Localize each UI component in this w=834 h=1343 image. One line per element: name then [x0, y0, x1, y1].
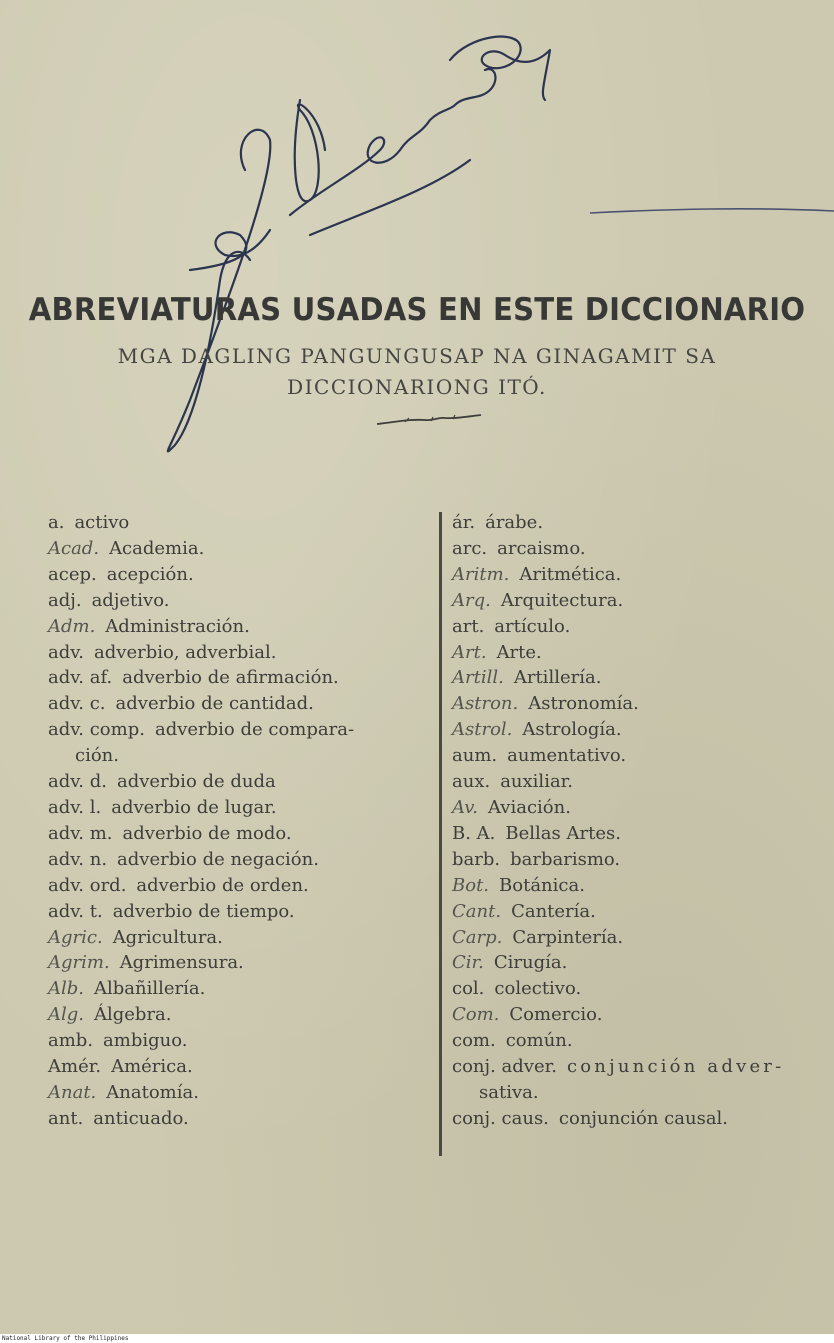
list-item	[48, 847, 428, 873]
abbreviation: Astrol.	[452, 719, 513, 741]
list-item	[452, 1106, 834, 1132]
meaning: Cirugía.	[493, 952, 568, 974]
meaning: adverbio de modo.	[122, 822, 292, 844]
abbreviation: adv. m.	[48, 822, 113, 844]
abbreviation: Av.	[452, 796, 479, 818]
pen-stroke-line	[590, 205, 834, 215]
meaning: Álgebra.	[94, 1004, 172, 1026]
list-item	[452, 925, 834, 951]
abbreviation: Agric.	[48, 926, 103, 948]
meaning: Agricultura.	[112, 926, 223, 948]
meaning: Artillería.	[513, 667, 602, 689]
meaning: Administración.	[105, 615, 250, 637]
abbreviation: Alg.	[48, 1004, 84, 1026]
list-item	[48, 536, 428, 562]
list-item	[48, 976, 428, 1002]
list-item	[48, 795, 428, 821]
abbreviation: adv. ord.	[48, 874, 127, 896]
list-item	[48, 821, 428, 847]
meaning: adverbio de tiempo.	[112, 900, 295, 922]
list-item	[452, 769, 834, 795]
list-item	[452, 510, 834, 536]
list-item	[452, 717, 834, 743]
list-item	[48, 950, 428, 976]
abbreviation: ár.	[452, 512, 476, 533]
page-subtitle-line-2: DICCIONARIONG ITÓ.	[287, 375, 547, 399]
abbreviation: Astron.	[452, 693, 519, 715]
abbreviation: adv. d.	[48, 771, 107, 793]
abbreviation: aum.	[452, 745, 498, 767]
meaning: colectivo.	[494, 978, 582, 1000]
meaning: aumentativo.	[507, 745, 627, 767]
meaning: anticuado.	[93, 1107, 189, 1129]
list-item	[48, 562, 428, 588]
abbreviation: adv. c.	[48, 693, 106, 715]
meaning: Arte.	[496, 641, 542, 663]
abbreviation: Art.	[452, 641, 487, 663]
list-item	[452, 743, 834, 769]
abbreviation: conj. adver.	[452, 1056, 557, 1078]
abbreviation: com.	[452, 1030, 496, 1052]
meaning: conjunción causal.	[558, 1107, 729, 1129]
list-item	[452, 665, 834, 691]
list-item	[452, 640, 834, 666]
abbreviation: art.	[452, 615, 485, 637]
abbreviation: Aritm.	[452, 563, 510, 585]
list-item	[452, 847, 834, 873]
abbreviation: arc.	[452, 537, 488, 559]
list-item-continuation	[452, 1080, 834, 1106]
meaning: adverbio de duda	[116, 771, 276, 793]
abbreviation: Adm.	[48, 615, 96, 637]
abbreviation: Artill.	[452, 667, 504, 689]
abbreviation: a.	[48, 512, 65, 533]
abbreviation: adv. comp.	[48, 719, 145, 741]
list-item	[48, 614, 428, 640]
abbreviation: conj. caus.	[452, 1107, 549, 1129]
meaning: ción.	[75, 745, 119, 767]
meaning: auxiliar.	[500, 771, 574, 793]
abbreviation: adj.	[48, 589, 82, 611]
meaning: Bellas Artes.	[505, 822, 621, 844]
meaning: adverbio de afirmación.	[122, 667, 339, 689]
meaning: adverbio de orden.	[136, 874, 309, 896]
abbreviation-list-left	[48, 510, 428, 1132]
abbreviation-list-right	[452, 510, 834, 1132]
meaning: activo	[74, 512, 130, 533]
meaning: Anatomía.	[106, 1081, 199, 1103]
list-item	[452, 1054, 834, 1080]
meaning: Astrología.	[522, 719, 622, 741]
list-item	[452, 950, 834, 976]
meaning: adverbio de compara-	[154, 719, 355, 741]
list-item-continuation	[48, 743, 428, 769]
meaning: adverbio de cantidad.	[115, 693, 314, 715]
list-item	[452, 821, 834, 847]
list-item	[48, 665, 428, 691]
meaning: conjunción adver-	[566, 1056, 785, 1078]
meaning: sativa.	[479, 1081, 539, 1103]
abbreviation: Cir.	[452, 952, 484, 974]
list-item	[452, 614, 834, 640]
meaning: Aviación.	[488, 796, 571, 818]
abbreviation: Acad.	[48, 537, 100, 559]
list-item	[452, 588, 834, 614]
list-item	[48, 1002, 428, 1028]
meaning: Botánica.	[499, 874, 585, 896]
list-item	[48, 873, 428, 899]
abbreviation: col.	[452, 978, 485, 1000]
abbreviation: Amér.	[48, 1056, 102, 1078]
meaning: Aritmética.	[519, 563, 622, 585]
list-item	[452, 795, 834, 821]
list-item	[452, 899, 834, 925]
meaning: Comercio.	[509, 1004, 603, 1026]
footer-credit-bar	[0, 1334, 834, 1343]
abbreviation: ant.	[48, 1107, 84, 1129]
list-item	[452, 1002, 834, 1028]
list-item	[48, 769, 428, 795]
meaning: común.	[505, 1030, 573, 1052]
abbreviation: amb.	[48, 1030, 94, 1052]
abbreviation: Bot.	[452, 874, 490, 896]
abbreviation: adv. l.	[48, 796, 102, 818]
abbreviation: Carp.	[452, 926, 503, 948]
meaning: arcaismo.	[497, 537, 586, 559]
abbreviation: Anat.	[48, 1081, 97, 1103]
list-item	[452, 976, 834, 1002]
page-title: ABREVIATURAS USADAS EN ESTE DICCIONARIO	[28, 292, 806, 328]
meaning: artículo.	[494, 615, 571, 637]
list-item	[48, 1028, 428, 1054]
abbreviation: aux.	[452, 771, 491, 793]
abbreviation: B. A.	[452, 822, 496, 844]
list-item	[452, 562, 834, 588]
meaning: árabe.	[485, 512, 544, 533]
list-item	[48, 925, 428, 951]
list-item	[48, 640, 428, 666]
list-item	[48, 510, 428, 536]
abbreviation: adv. af.	[48, 667, 113, 689]
meaning: acepción.	[106, 563, 194, 585]
list-item	[48, 691, 428, 717]
footer-credit: National Library of the Philippines	[2, 1335, 129, 1342]
abbreviation: barb.	[452, 848, 501, 870]
meaning: Astronomía.	[528, 693, 639, 715]
meaning: barbarismo.	[510, 848, 621, 870]
list-item	[48, 899, 428, 925]
meaning: Cantería.	[511, 900, 596, 922]
meaning: adjetivo.	[91, 589, 170, 611]
abbreviation: Cant.	[452, 900, 502, 922]
abbreviation: acep.	[48, 563, 97, 585]
meaning: ambiguo.	[103, 1030, 188, 1052]
list-item	[48, 717, 428, 743]
list-item	[48, 1106, 428, 1132]
meaning: adverbio, adverbial.	[94, 641, 277, 663]
meaning: Carpintería.	[512, 926, 624, 948]
list-item	[48, 1080, 428, 1106]
meaning: adverbio de lugar.	[111, 796, 277, 818]
column-divider	[439, 512, 442, 1156]
meaning: Agrimensura.	[119, 952, 244, 974]
list-item	[452, 691, 834, 717]
meaning: Albañillería.	[94, 978, 206, 1000]
list-item	[48, 588, 428, 614]
abbreviation: Alb.	[48, 978, 84, 1000]
list-item	[48, 1054, 428, 1080]
abbreviation: Arq.	[452, 589, 491, 611]
abbreviation: adv. t.	[48, 900, 103, 922]
abbreviation: adv.	[48, 641, 85, 663]
meaning: Academia.	[109, 537, 205, 559]
list-item	[452, 873, 834, 899]
list-item	[452, 536, 834, 562]
abbreviation: Com.	[452, 1004, 500, 1026]
page-subtitle-line-1: MGA DAGLING PANGUNGUSAP NA GINAGAMIT SA	[117, 344, 717, 368]
ornament-rule	[375, 413, 483, 429]
meaning: adverbio de negación.	[117, 848, 319, 870]
meaning: Arquitectura.	[500, 589, 624, 611]
meaning: América.	[111, 1056, 193, 1078]
abbreviation: adv. n.	[48, 848, 108, 870]
abbreviation: Agrim.	[48, 952, 110, 974]
list-item	[452, 1028, 834, 1054]
